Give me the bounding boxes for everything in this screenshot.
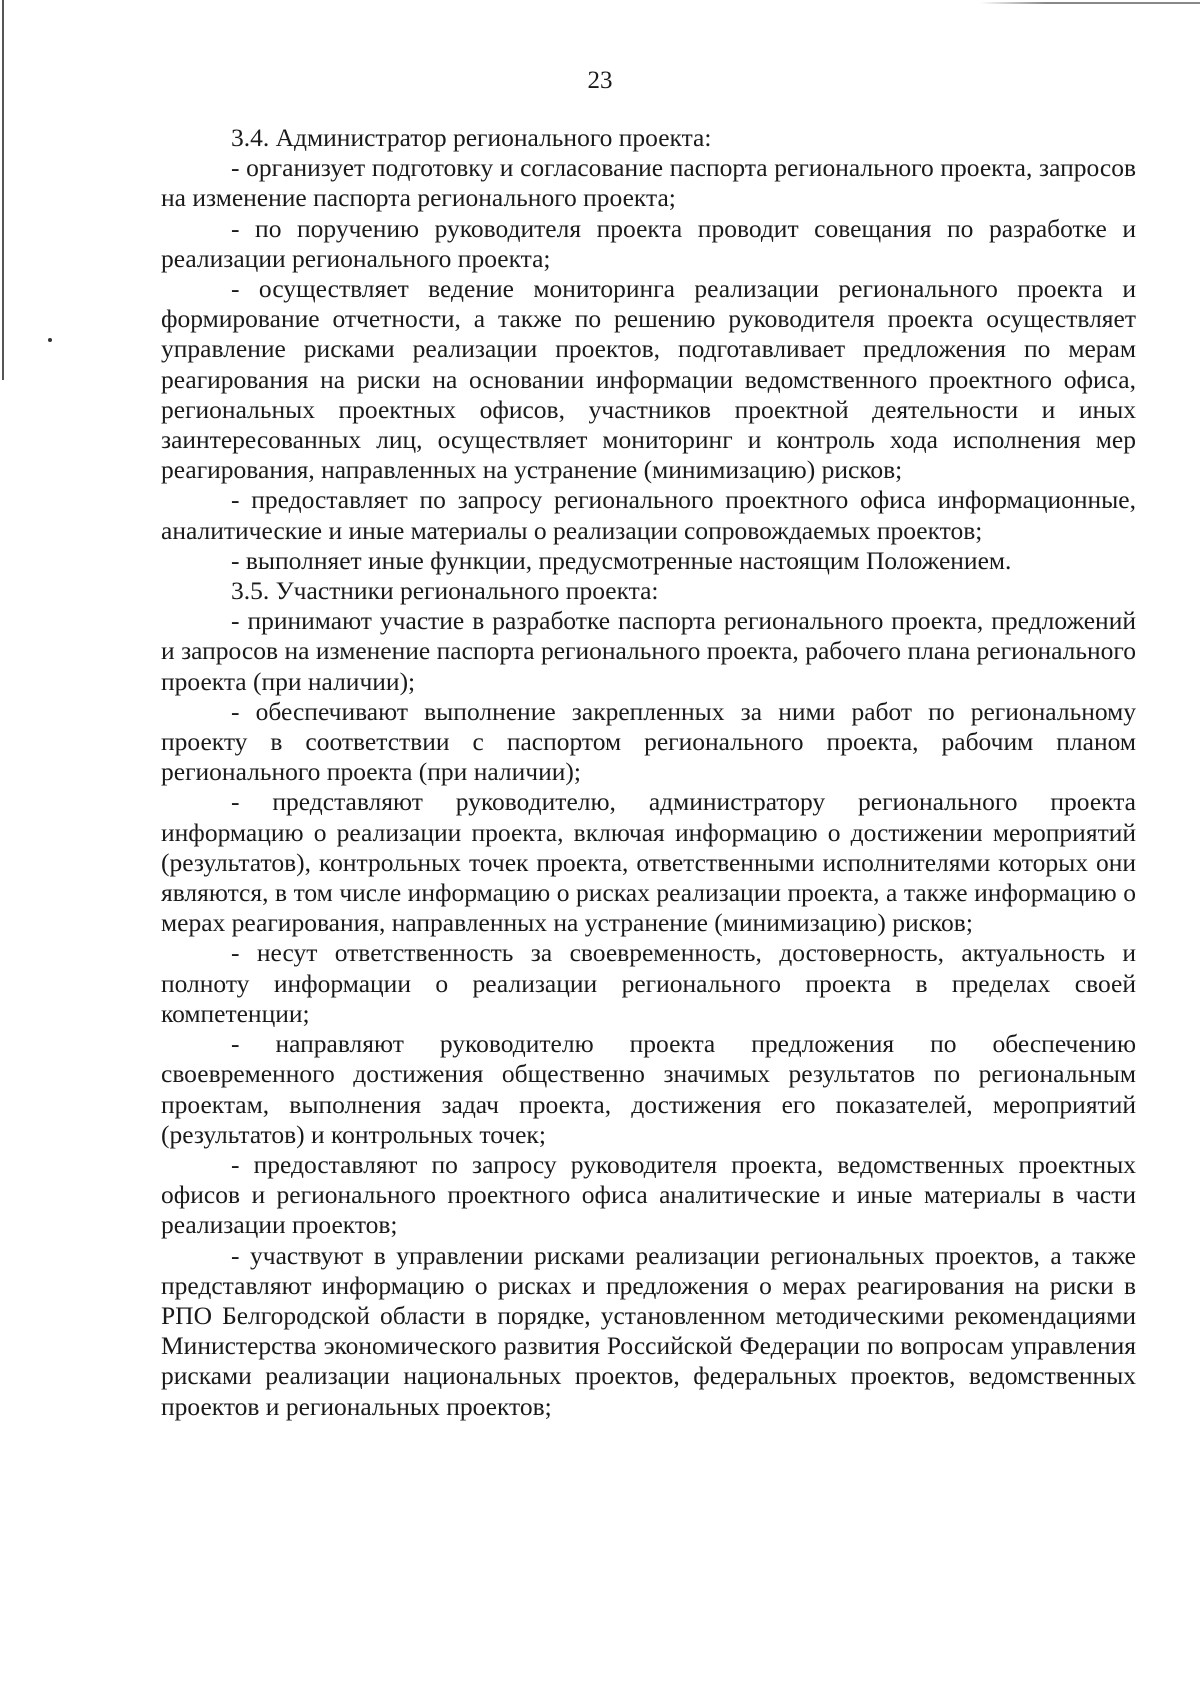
paragraph: - по поручению руководителя проекта проводит совещания по разработке и реализации регионального проекта; — [161, 213, 1136, 273]
paragraph: - осуществляет ведение мониторинга реализации регионального проекта и формирование отчетности, а также по решению руководителя проекта осуществляет управление рисками реализации проектов, подготавливает предложения по мерам реагирования на риски на основании информации ведомственного проектного офиса, региональных проектных офисов, участников проектной деятельности и иных заинтересованных лиц, осуществляет мониторинг и контроль хода исполнения мер реагирования, направленных на устранение (минимизацию) рисков; — [161, 274, 1136, 485]
paragraph: - направляют руководителю проекта предложения по обеспечению своевременного достижения общественно значимых результатов по региональным проектам, выполнения задач проекта, достижения его показателей, мероприятий (результатов) и контрольных точек; — [161, 1029, 1136, 1149]
section-heading-3-4: 3.4. Администратор регионального проекта: — [231, 123, 712, 152]
scan-edge-left — [2, 0, 4, 380]
scan-edge-top — [980, 2, 1200, 4]
page-number: 23 — [587, 67, 613, 94]
paragraph: - принимают участие в разработке паспорта регионального проекта, предложений и запросов на изменение паспорта регионального проекта, рабочего плана регионального проекта (при наличии); — [161, 606, 1136, 696]
paragraph: - предоставляет по запросу регионального проектного офиса информационные, аналитические и иные материалы о реализации сопровождаемых проектов; — [161, 485, 1136, 545]
paragraph: - обеспечивают выполнение закрепленных за ними работ по региональному проекту в соответствии с паспортом регионального проекта, рабочим планом регионального проекта (при наличии); — [161, 696, 1136, 787]
paragraph: - предоставляют по запросу руководителя проекта, ведомственных проектных офисов и регионального проектного офиса аналитические и иные материалы в части реализации проектов; — [161, 1149, 1136, 1240]
paragraph: - организует подготовку и согласование паспорта регионального проекта, запросов на изменение паспорта регионального проекта; — [161, 153, 1136, 213]
paragraph: - представляют руководителю, администратору регионального проекта информацию о реализации проекта, включая информацию о достижении мероприятий (результатов), контрольных точек проекта, ответственными исполнителями которых они являются, в том числе информацию о рисках реализации проекта, а также информацию о мерах реагирования, направленных на устранение (минимизацию) рисков; — [161, 787, 1136, 938]
section-heading-3-5: 3.5. Участники регионального проекта: — [231, 576, 659, 606]
paragraph: - выполняет иные функции, предусмотренные настоящим Положением. — [231, 545, 1012, 575]
paragraph: - участвуют в управлении рисками реализации региональных проектов, а также представляют информацию о рисках и предложения о мерах реагирования на риски в РПО Белгородской области в порядке, установленном методическими рекомендациями Министерства экономического развития Российской Федерации по вопросам управления рисками реализации национальных проектов, федеральных проектов, ведомственных проектов и региональных проектов; — [161, 1240, 1136, 1421]
scan-speck — [48, 338, 52, 342]
paragraph: - несут ответственность за своевременность, достоверность, актуальность и полноту информации о реализации регионального проекта в пределах своей компетенции; — [161, 938, 1136, 1028]
document-body — [161, 123, 1136, 1422]
